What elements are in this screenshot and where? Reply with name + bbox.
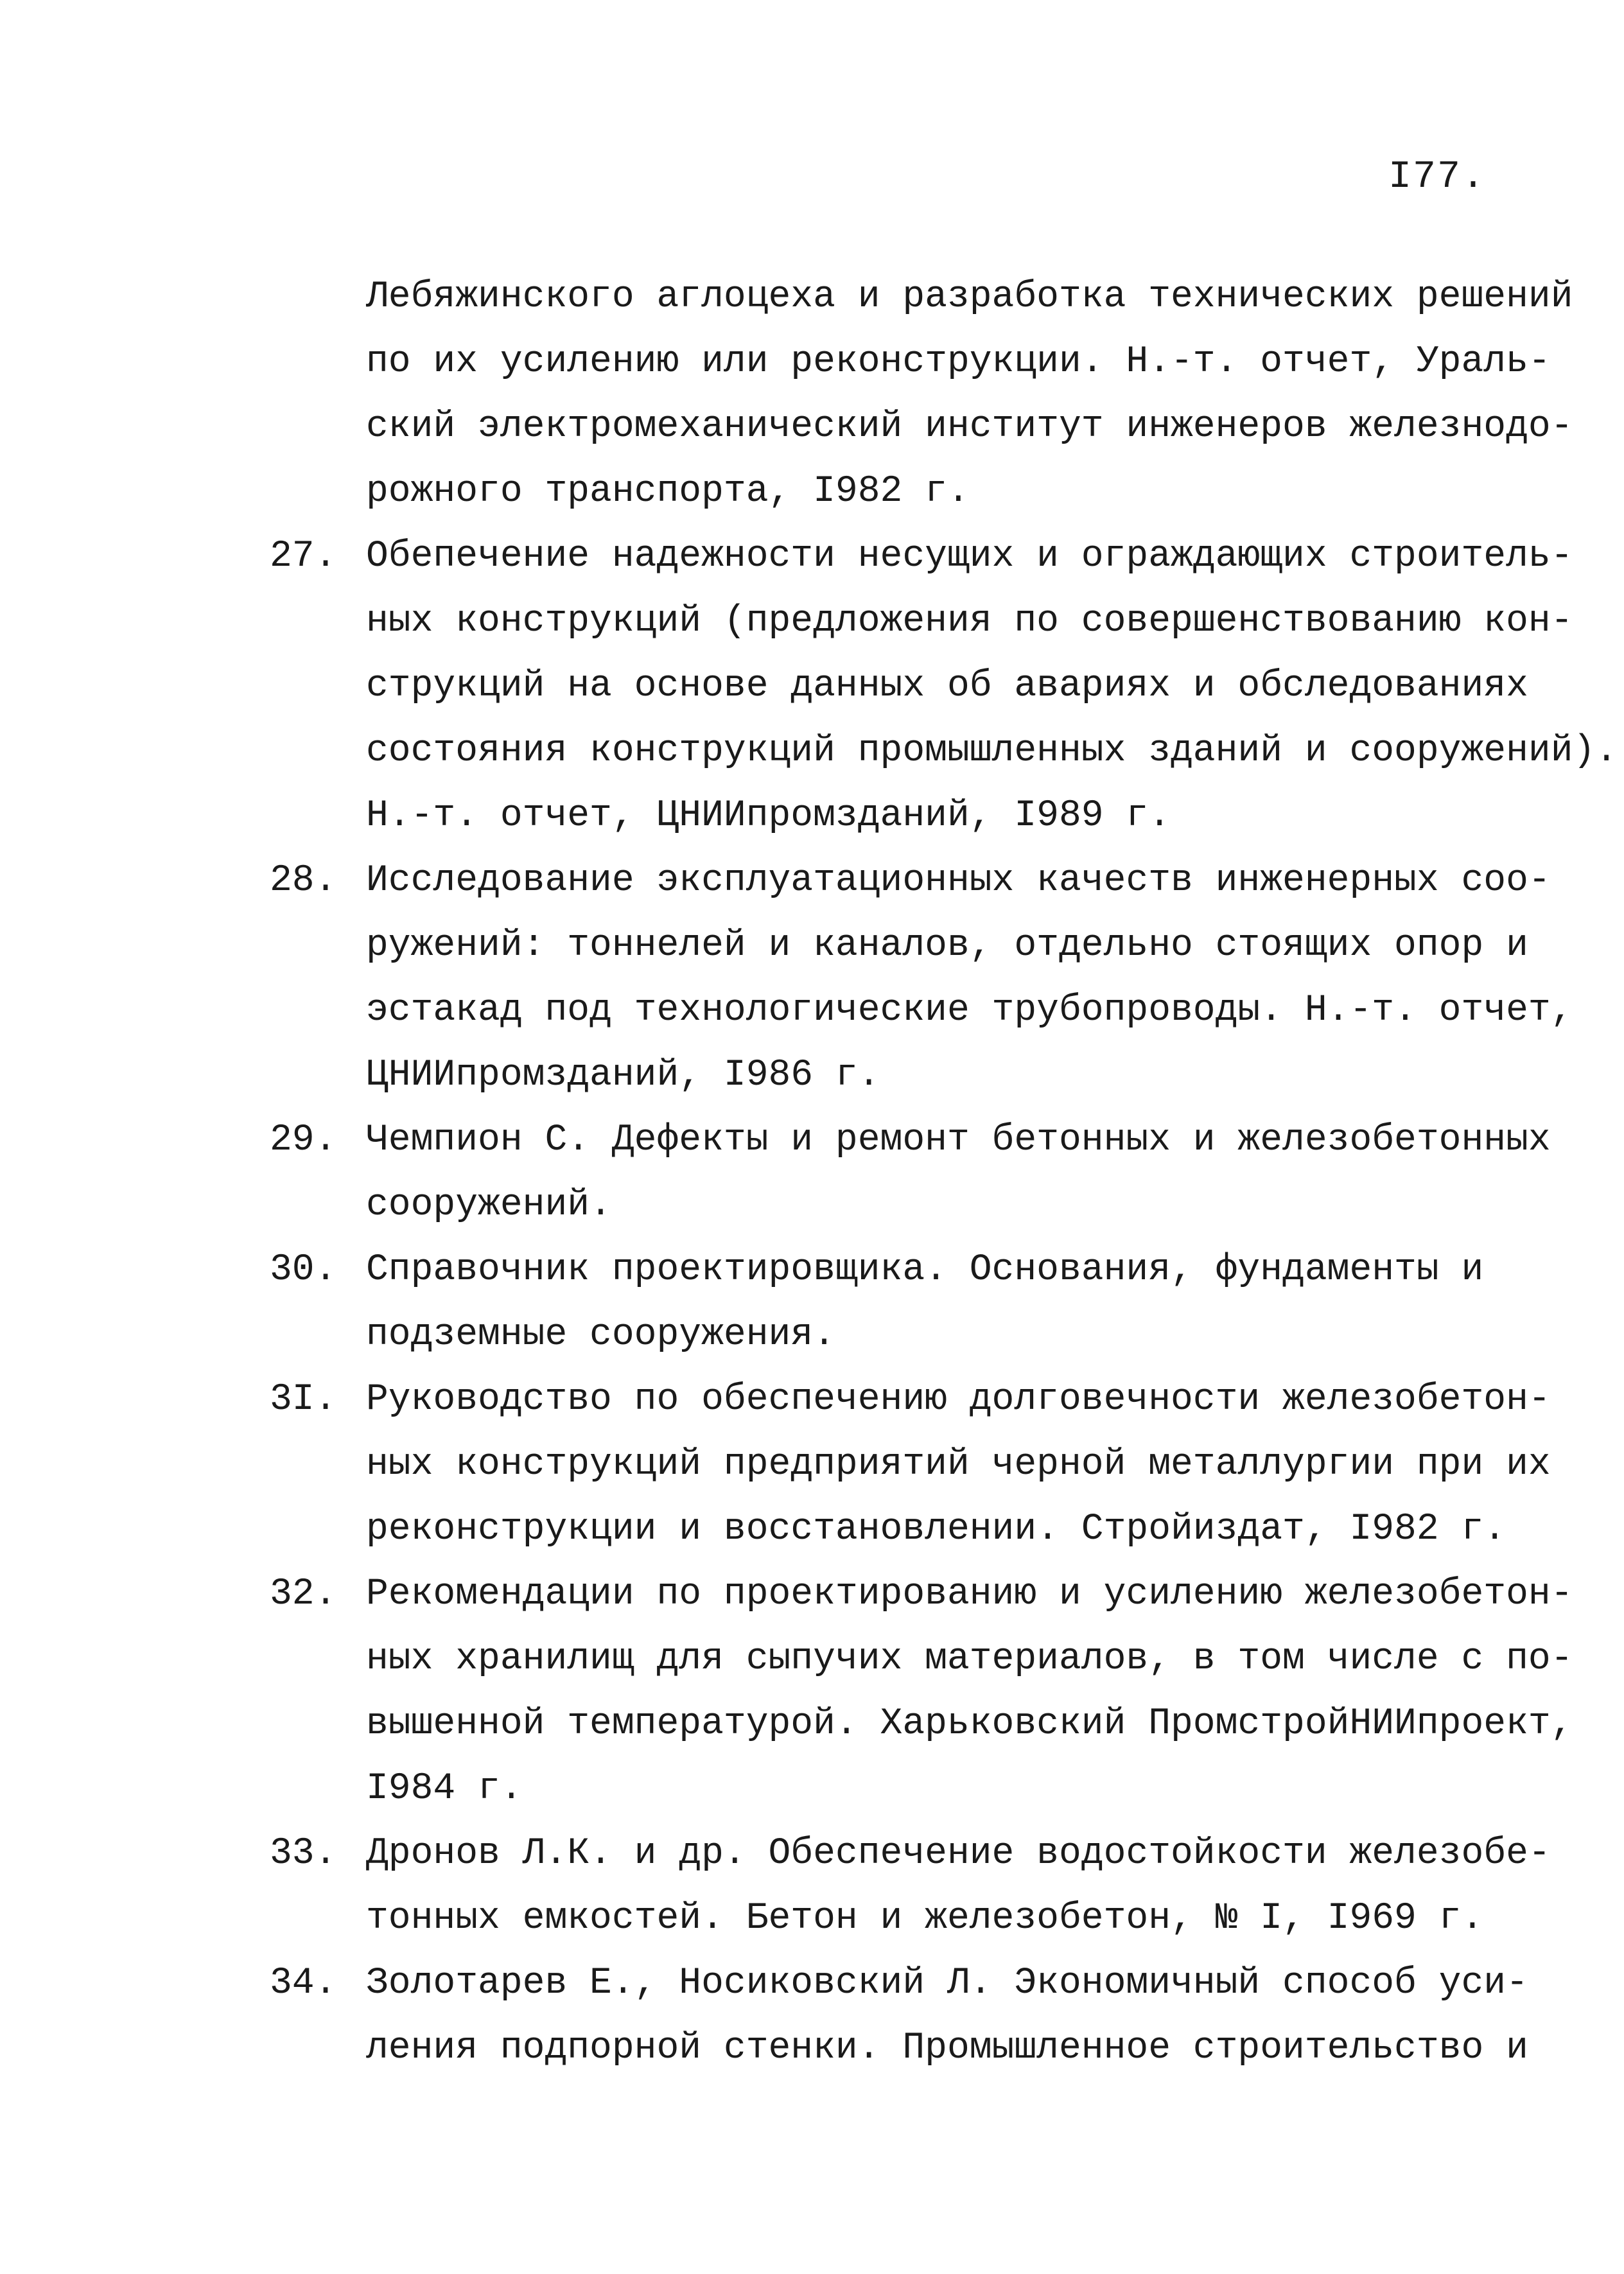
entry-number: 3I. (270, 1379, 337, 1421)
reference-entry-31 (270, 1367, 1554, 1562)
text-line: Руководство по обеспечению долговечности железобетон- (366, 1379, 1551, 1421)
entry-number: 27. (270, 536, 337, 577)
text-line: Чемпион С. Дефекты и ремонт бетонных и железобетонных (366, 1119, 1551, 1161)
text-line: Дронов Л.К. и др. Обеспечение водостойкости железобе- (366, 1833, 1551, 1875)
text-line: вышенной температурой. Харьковский ПромстройНИИпроект, (366, 1703, 1573, 1745)
text-line: Справочник проектировщика. Основания, фундаменты и (366, 1249, 1484, 1291)
text-line: подземные сооружения. (366, 1314, 835, 1356)
text-line: Золотарев Е., Носиковский Л. Экономичный способ уси- (366, 1963, 1528, 2004)
reference-entry-34 (270, 1951, 1554, 2081)
text-line: эстакад под технологические трубопроводы. Н.-т. отчет, (366, 990, 1573, 1031)
reference-entry-30 (270, 1238, 1554, 1367)
text-line: I984 г. (366, 1768, 523, 1810)
reference-list (270, 265, 1618, 2081)
text-line: Лебяжинского аглоцеха и разработка технических решений (366, 276, 1573, 318)
text-line: тонных емкостей. Бетон и железобетон, № I, I969 г. (366, 1898, 1484, 1939)
text-line: ЦНИИпромзданий, I986 г. (366, 1054, 880, 1096)
entry-number: 29. (270, 1119, 337, 1161)
text-line: Исследование эксплуатационных качеств инженерных соо- (366, 860, 1551, 902)
entry-number: 28. (270, 860, 337, 902)
text-line: сооружений. (366, 1184, 612, 1226)
reference-entry-29 (270, 1108, 1554, 1238)
text-line: ружений: тоннелей и каналов, отдельно стоящих опор и (366, 925, 1528, 966)
text-line: Н.-т. отчет, ЦНИИпромзданий, I989 г. (366, 795, 1171, 837)
text-line: ных конструкций (предложения по совершенствованию кон- (366, 600, 1573, 642)
text-line: по их усилению или реконструкции. Н.-т. отчет, Ураль- (366, 341, 1551, 383)
text-line: рожного транспорта, I982 г. (366, 471, 970, 512)
text-line: ский электромеханический институт инженеров железнодо- (366, 406, 1573, 448)
reference-entry-33 (270, 1821, 1554, 1951)
entry-number: 30. (270, 1249, 337, 1291)
text-line: струкций на основе данных об авариях и обследованиях (366, 665, 1528, 707)
text-line: ных конструкций предприятий черной металлургии при их (366, 1444, 1551, 1485)
text-line: ных хранилищ для сыпучих материалов, в том числе с по- (366, 1638, 1573, 1680)
entry-number: 32. (270, 1573, 337, 1615)
reference-entry-27 (270, 524, 1618, 848)
reference-entry-28 (270, 848, 1573, 1108)
reference-entry-32 (270, 1562, 1573, 1821)
text-line: Обепечение надежности несущих и ограждающих строитель- (366, 536, 1573, 577)
entry-number: 33. (270, 1833, 337, 1875)
entry-number: 34. (270, 1963, 337, 2004)
text-line: Рекомендации по проектированию и усилению железобетон- (366, 1573, 1573, 1615)
text-line: состояния конструкций промышленных зданий и сооружений). (366, 730, 1618, 772)
continuation-text (270, 265, 1573, 524)
page-number: I77. (1388, 155, 1487, 199)
text-line: ления подпорной стенки. Промышленное строительство и (366, 2027, 1528, 2069)
text-line: реконструкции и восстановлении. Стройиздат, I982 г. (366, 1509, 1506, 1550)
